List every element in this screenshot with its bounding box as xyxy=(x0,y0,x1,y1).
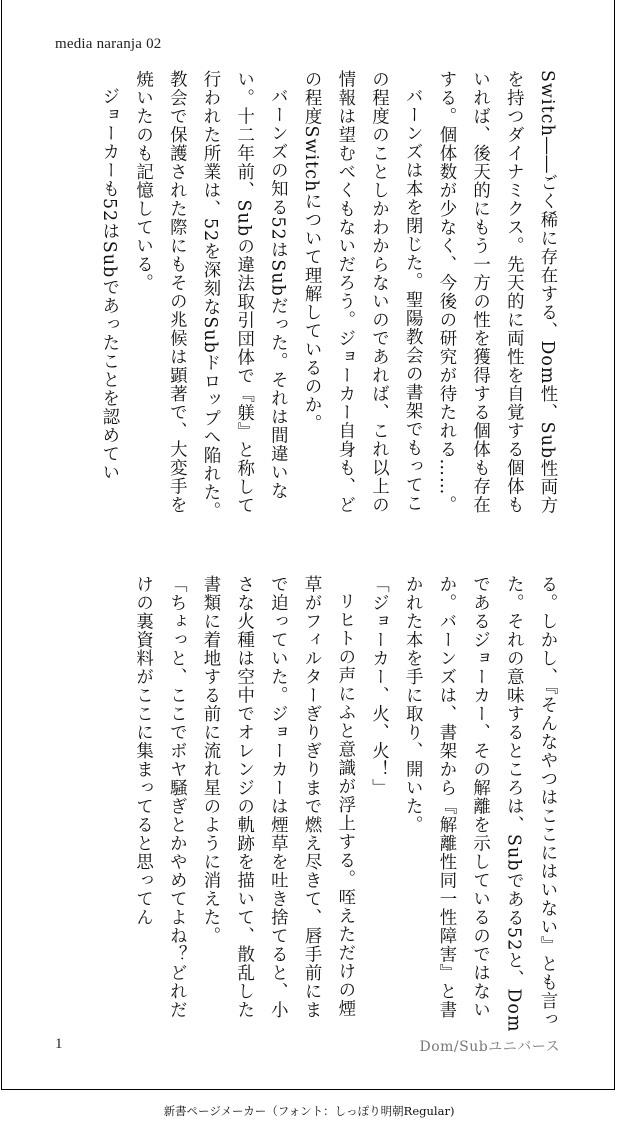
paragraph: バーンズは本を閉じた。聖陽教会の書架でもってこの程度のことしかわからないのであれば、これ以上の情報は望むべくもないだろう。ジョーカー自身も、どの程度Switchについて理解しているのか。 xyxy=(301,70,423,514)
body-text-top xyxy=(58,70,563,530)
paragraph: Switch――ごく稀に存在する、Dom性、Sub性両方を持つダイナミクス。先天的に両性を自覚する個体もいれば、後天的にもう一方の性を獲得する個体も存在する。個体数が少なく、今後の研究が待たれる……。 xyxy=(435,70,557,515)
paragraph: バーンズの知る52はSubだった。それは間違いない。十二年前、Subの違法取引団体で『躾』と称して行われた所業は、52を深刻なSubドロップへ陥れた。教会で保護された際にもその兆候は顕著で、大変手を焼いたのも記憶している。 xyxy=(132,70,288,521)
paragraph: る。しかし、『そんなやつはここにはいない』とも言った。それの意味するところは、Subである52と、Domであるジョーカー、その解離を示しているのではないか。バーンズは、書架から『解離性同一性障害』と書かれた本を手に取り、開いた。 xyxy=(402,575,557,1033)
dialogue-line: 「ちょっと、ここでボヤ騒ぎとかやめてよね？どれだけの裏資料がここに集まってると思ってん xyxy=(132,575,187,1019)
series-label: Dom/Subユニバース xyxy=(419,1039,560,1055)
paragraph: リヒトの声にふと意識が浮上する。咥えただけの煙草がフィルターぎりぎりまで燃え尽きて、唇手前にまで迫っていた。ジョーカーは煙草を吐き捨てると、小さな火種は空中でオレンジの軌跡を描いて、散乱した書類に着地する前に流れ星のように消えた。 xyxy=(199,575,355,1019)
page-number: 1 xyxy=(55,1036,63,1052)
paragraph: ジョーカーも52はSubであったことを認めてい xyxy=(98,87,119,483)
dialogue-line: 「ジョーカー、火、火！」 xyxy=(368,575,389,797)
body-text-bottom xyxy=(58,575,563,1035)
generator-caption: 新書ページメーカー（フォント：しっぽり明朝Regular) xyxy=(163,1104,455,1118)
header-title: media naranja 02 xyxy=(55,36,162,52)
